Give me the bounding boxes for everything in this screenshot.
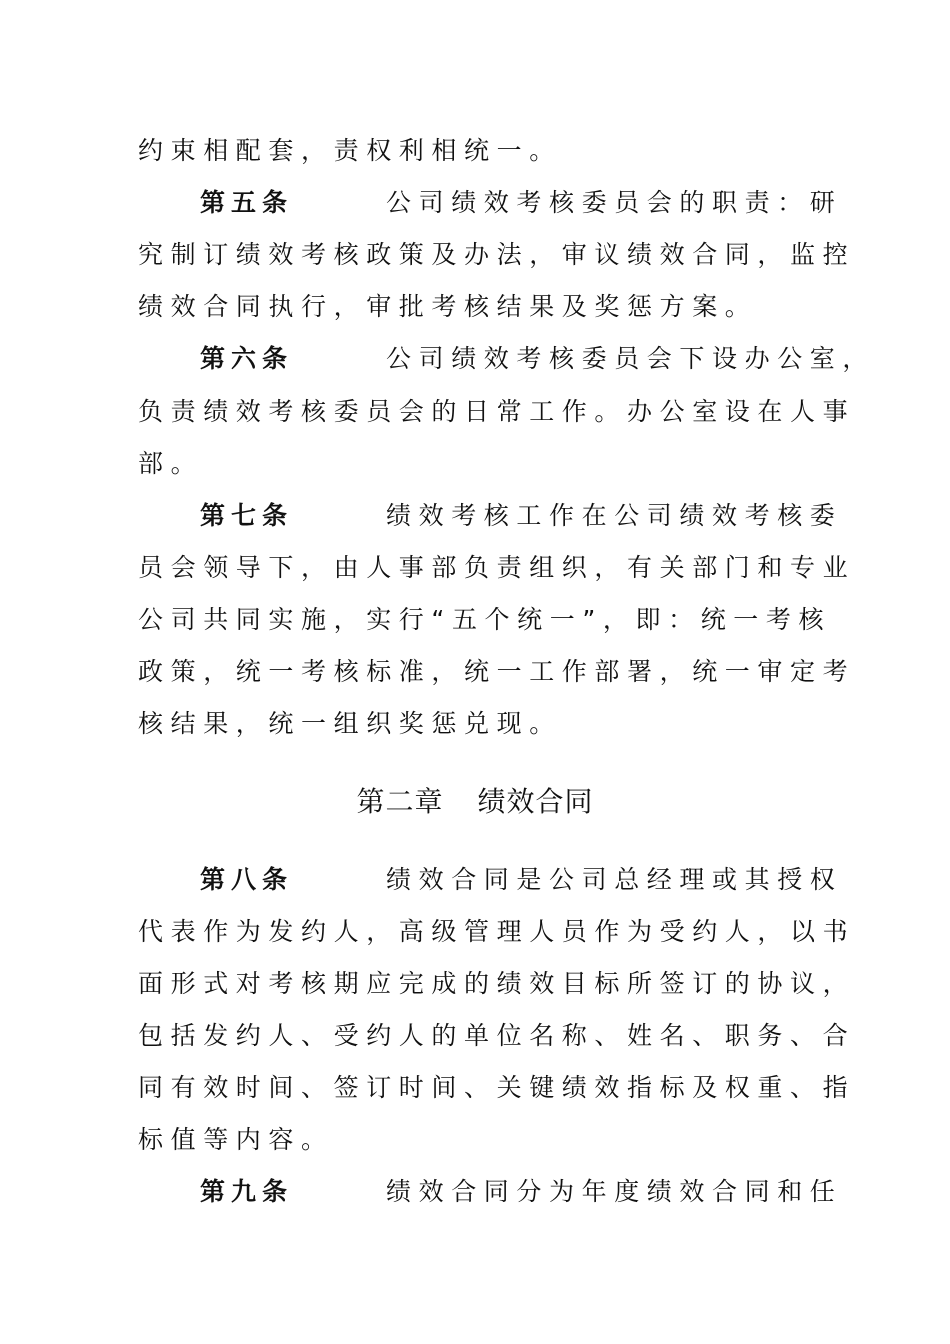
article-number: 第五条 [200, 188, 294, 217]
chapter-number: 第二章 [356, 785, 444, 818]
paragraph-line: 政策，统一考核标准，统一工作部署，统一审定考 [138, 657, 856, 686]
paragraph-line: 约束相配套，责权利相统一。 [138, 136, 562, 165]
article-number: 第六条 [200, 344, 294, 373]
article-6-heading-line [200, 343, 875, 375]
paragraph-line: 包括发约人、受约人的单位名称、姓名、职务、合 [138, 1021, 856, 1050]
article-text: 公司绩效考核委员会下设办公室， [386, 344, 876, 373]
paragraph-line: 究制订绩效考核政策及办法，审议绩效合同，监控 [138, 240, 856, 269]
article-number: 第七条 [200, 501, 294, 530]
paragraph-line: 代表作为发约人，高级管理人员作为受约人，以书 [138, 917, 856, 946]
article-number: 第八条 [200, 865, 294, 894]
chapter-title: 绩效合同 [477, 785, 594, 818]
article-8-heading-line [200, 864, 842, 896]
paragraph-line: 部。 [138, 449, 204, 478]
article-text: 公司绩效考核委员会的职责：研 [386, 188, 843, 217]
article-text: 绩效合同分为年度绩效合同和任 [386, 1177, 843, 1206]
paragraph-line: 标值等内容。 [138, 1125, 334, 1154]
paragraph-line: 核结果，统一组织奖惩兑现。 [138, 709, 562, 738]
paragraph-line: 负责绩效考核委员会的日常工作。办公室设在人事 [138, 397, 856, 426]
article-7-heading-line [200, 500, 842, 532]
article-9-heading-line [200, 1176, 842, 1208]
article-text: 绩效合同是公司总经理或其授权 [386, 865, 843, 894]
article-number: 第九条 [200, 1177, 294, 1206]
paragraph-line: 面形式对考核期应完成的绩效目标所签订的协议， [138, 969, 856, 998]
article-text: 绩效考核工作在公司绩效考核委 [386, 501, 843, 530]
paragraph-line: 绩效合同执行，审批考核结果及奖惩方案。 [138, 292, 758, 321]
paragraph-line: 同有效时间、签订时间、关键绩效指标及权重、指 [138, 1073, 856, 1102]
paragraph-line: 员会领导下，由人事部负责组织，有关部门和专业 [138, 553, 856, 582]
chapter-heading [0, 784, 950, 820]
article-5-heading-line [200, 187, 842, 219]
paragraph-line: 公司共同实施，实行“五个统一”，即：统一考核 [138, 605, 832, 634]
